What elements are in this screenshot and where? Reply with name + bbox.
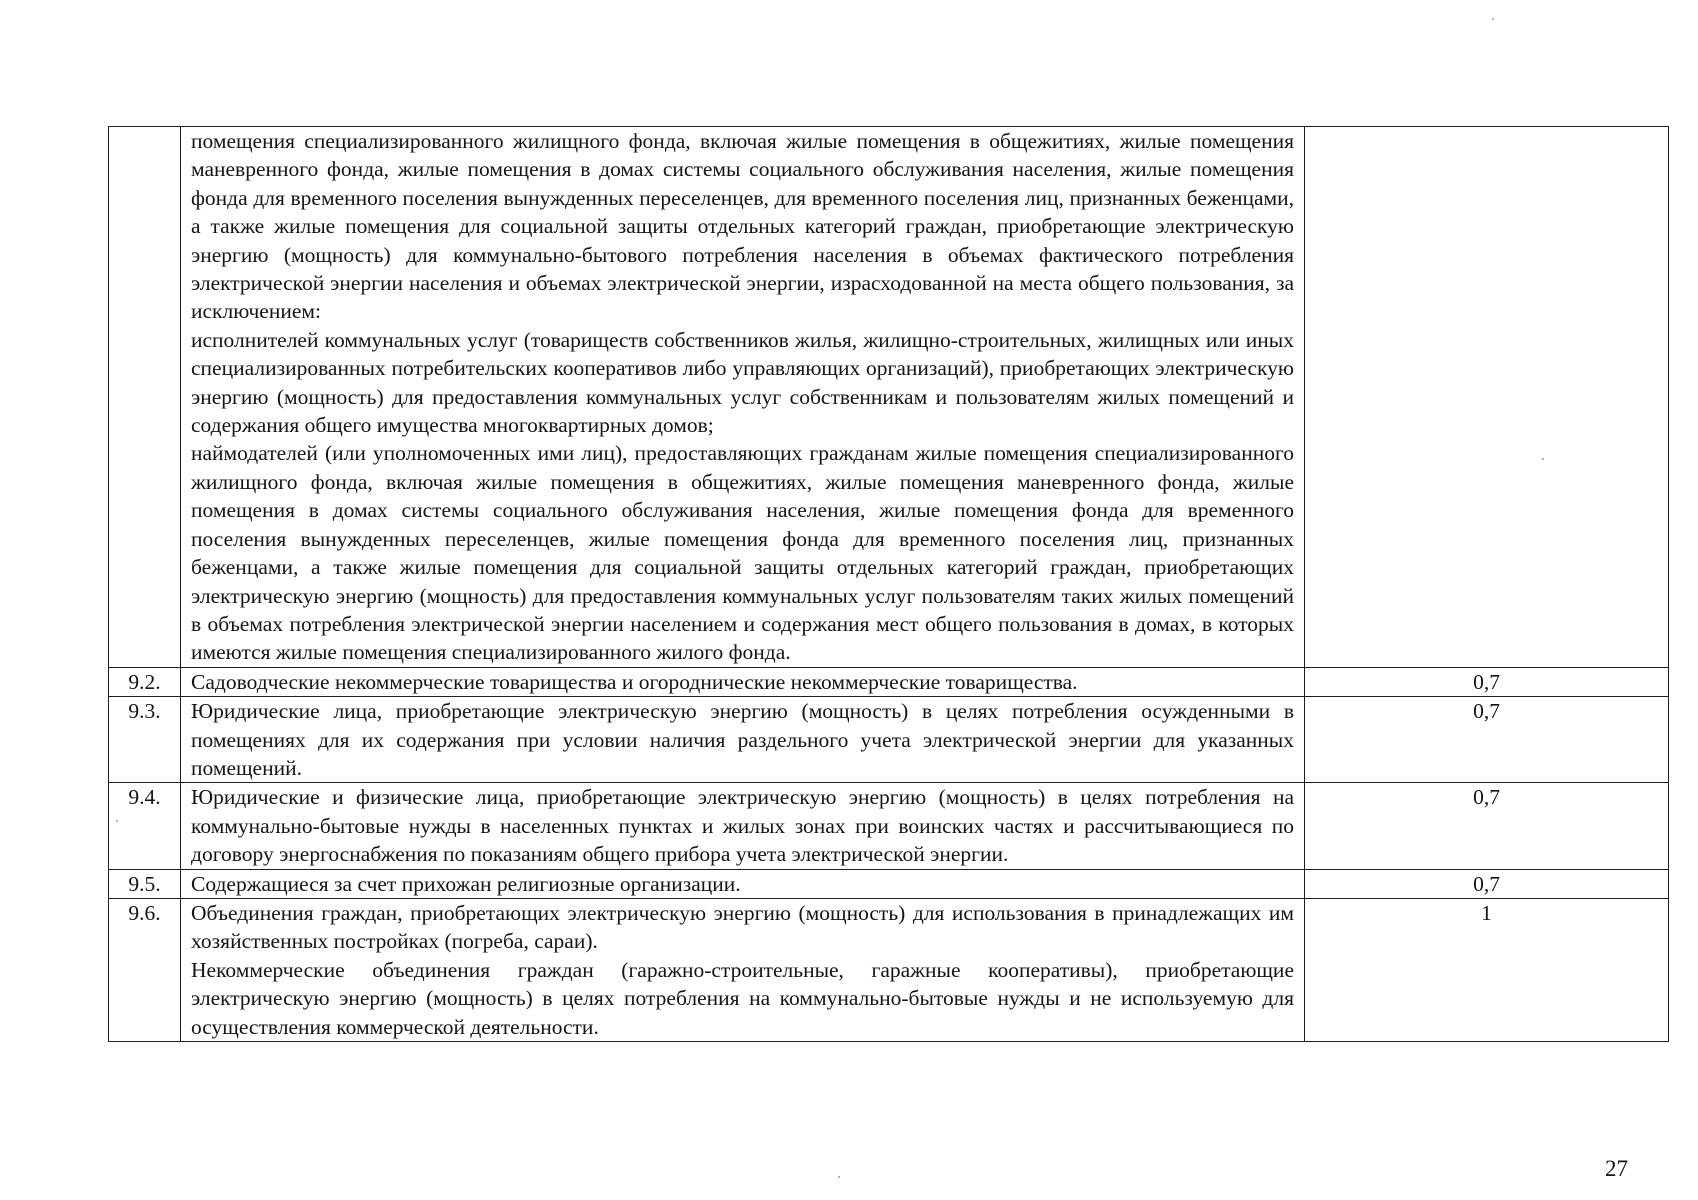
- row-coefficient: 1: [1305, 898, 1669, 1041]
- tariff-table: [108, 126, 1669, 1042]
- scan-speck: [116, 820, 118, 822]
- description-paragraph: помещения специализированного жилищного фонда, включая жилые помещения в общежитиях, жилые помещения маневренного фонда, жилые помещения в домах системы социального обслуживания населения, жилые помещения фонда для временного поселения вынужденных переселенцев, для временного поселения лиц, признанных беженцами, а также жилые помещения для социальной защиты отдельных категорий граждан, приобретающие электрическую энергию (мощность) для коммунально-бытового потребления населения в объемах фактического потребления электрической энергии населения и объемах электрической энергии, израсходованной на места общего пользования, за исключением:: [191, 129, 1294, 324]
- description-paragraph: Объединения граждан, приобретающих электрическую энергию (мощность) для использования в принадлежащих им хозяйственных постройках (погреба, сараи).: [191, 900, 1294, 954]
- description-paragraph: Юридические и физические лица, приобретающие электрическую энергию (мощность) в целях потребления на коммунально-бытовые нужды в населенных пунктах и жилых зонах при воинских частях и рассчитывающиеся по договору энергоснабжения по показаниям общего прибора учета электрической энергии.: [191, 785, 1294, 867]
- description-paragraph: исполнителей коммунальных услуг (товариществ собственников жилья, жилищно-строительных, жилищных или иных специализированных потребительских кооперативов либо управляющих организаций), приобретающих электрическую энергию (мощность) для предоставления коммунальных услуг собственникам и пользователям жилых помещений и содержания общего имущества многоквартирных домов;: [191, 327, 1294, 438]
- description-paragraph: Юридические лица, приобретающие электрическую энергию (мощность) в целях потребления осужденными в помещениях для их содержания при условии наличия раздельного учета электрической энергии для указанных помещений.: [191, 699, 1294, 780]
- scan-speck: [838, 1176, 840, 1178]
- row-description: [181, 697, 1305, 783]
- page-number: 27: [1605, 1156, 1628, 1181]
- description-paragraph: наймодателей (или уполномоченных ими лиц), предоставляющих гражданам жилые помещения специализированного жилищного фонда, включая жилые помещения в общежитиях, жилые помещения маневренного фонда, жилые помещения в домах системы социального обслуживания населения, жилые помещения фонда для временного поселения вынужденных переселенцев, жилые помещения фонда для временного поселения лиц, признанных беженцами, а также жилые помещения для социальной защиты отдельных категорий граждан, приобретающих электрическую энергию (мощность) для предоставления коммунальных услуг пользователям таких жилых помещений в объемах потребления электрической энергии населением и содержания мест общего пользования в домах, в которых имеются жилые помещения специализированного жилого фонда.: [191, 441, 1294, 665]
- row-number: [109, 127, 181, 668]
- row-coefficient: 0,7: [1305, 783, 1669, 869]
- row-number: 9.6.: [109, 898, 181, 1041]
- row-description: [181, 898, 1305, 1041]
- row-coefficient: 0,7: [1305, 697, 1669, 783]
- table-row: [109, 697, 1669, 783]
- row-number: 9.5.: [109, 869, 181, 898]
- description-paragraph: Некоммерческие объединения граждан (гаражно-строительные, гаражные кооперативы), приобретающие электрическую энергию (мощность) в целях потребления на коммунально-бытовые нужды и не используемую для осуществления коммерческой деятельности.: [191, 957, 1294, 1039]
- scan-speck: [1492, 18, 1494, 20]
- table-row: [109, 667, 1669, 696]
- row-coefficient: [1305, 127, 1669, 668]
- row-description: [181, 783, 1305, 869]
- row-description: [181, 667, 1305, 696]
- row-description: [181, 869, 1305, 898]
- row-number: 9.2.: [109, 667, 181, 696]
- scan-speck: [1542, 458, 1544, 460]
- table-row: [109, 898, 1669, 1041]
- row-coefficient: 0,7: [1305, 667, 1669, 696]
- row-description: [181, 127, 1305, 668]
- table-row: [109, 869, 1669, 898]
- table-row: [109, 783, 1669, 869]
- row-number: 9.4.: [109, 783, 181, 869]
- row-coefficient: 0,7: [1305, 869, 1669, 898]
- description-paragraph: Содержащиеся за счет прихожан религиозные организации.: [191, 871, 741, 896]
- description-paragraph: Садоводческие некоммерческие товарищества и огороднические некоммерческие товарищества.: [191, 669, 1078, 694]
- row-number: 9.3.: [109, 697, 181, 783]
- table-row: [109, 127, 1669, 668]
